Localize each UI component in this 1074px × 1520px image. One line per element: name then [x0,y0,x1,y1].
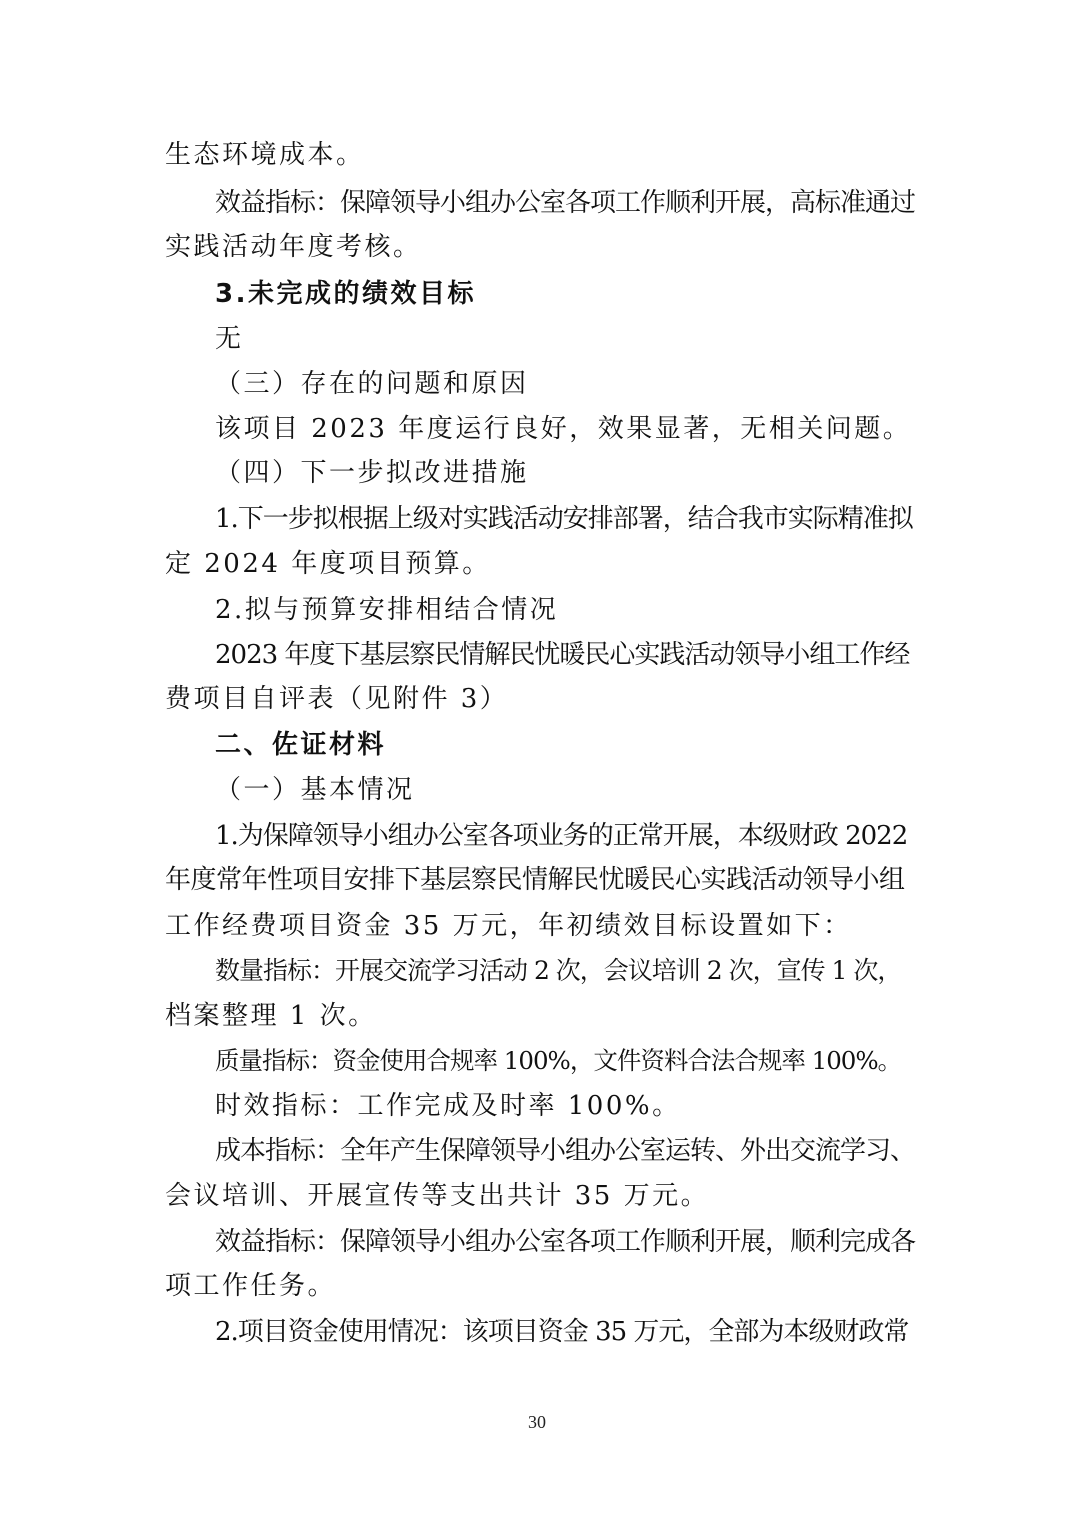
body-text-line: 该项目 2023 年度运行良好，效果显著，无相关问题。 [215,414,912,444]
body-text-line: 年度常年性项目安排下基层察民情解民忧暖民心实践活动领导小组 [165,865,905,895]
body-text-line: 效益指标：保障领导小组办公室各项工作顺利开展，顺利完成各 [215,1227,916,1257]
subsection-heading: （四）下一步拟改进措施 [215,458,529,488]
body-text-line: 2.拟与预算安排相结合情况 [215,595,559,625]
body-text-line: 1.为保障领导小组办公室各项业务的正常开展，本级财政 2022 [215,821,908,851]
body-text-line: 1.下一步拟根据上级对实践活动安排部署，结合我市实际精准拟 [215,504,913,534]
section-heading: 3.未完成的绩效目标 [215,279,476,309]
body-text-line: 档案整理 1 次。 [165,1001,377,1031]
body-text-line: 生态环境成本。 [165,140,365,170]
body-text-line: 效益指标：保障领导小组办公室各项工作顺利开展，高标准通过 [215,188,916,218]
body-text-line: 会议培训、开展宣传等支出共计 35 万元。 [165,1181,710,1211]
body-text-line: 数量指标：开展交流学习活动 2 次，会议培训 2 次，宣传 1 次， [215,956,902,985]
body-text-line: 2023 年度下基层察民情解民忧暖民心实践活动领导小组工作经 [215,640,910,670]
body-text-line: 无 [215,324,244,354]
body-text-line: 费项目自评表（见附件 3） [165,684,509,714]
body-text-line: 工作经费项目资金 35 万元，年初绩效目标设置如下： [165,911,852,941]
body-text-line: 质量指标：资金使用合规率 100%，文件资料合法合规率 100%。 [215,1046,902,1075]
body-text-line: 项工作任务。 [165,1271,337,1301]
subsection-heading: （三）存在的问题和原因 [215,369,529,399]
subsection-heading: （一）基本情况 [215,775,415,805]
section-heading: 二、佐证材料 [215,730,387,760]
page-number: 30 [528,1412,546,1432]
body-text-line: 定 2024 年度项目预算。 [165,549,491,579]
body-text-line: 成本指标：全年产生保障领导小组办公室运转、外出交流学习、 [215,1136,916,1166]
body-text-line: 2.项目资金使用情况：该项目资金 35 万元，全部为本级财政常 [215,1317,909,1347]
body-text-line: 实践活动年度考核。 [165,232,422,262]
body-text-line: 时效指标：工作完成及时率 100%。 [215,1091,681,1121]
